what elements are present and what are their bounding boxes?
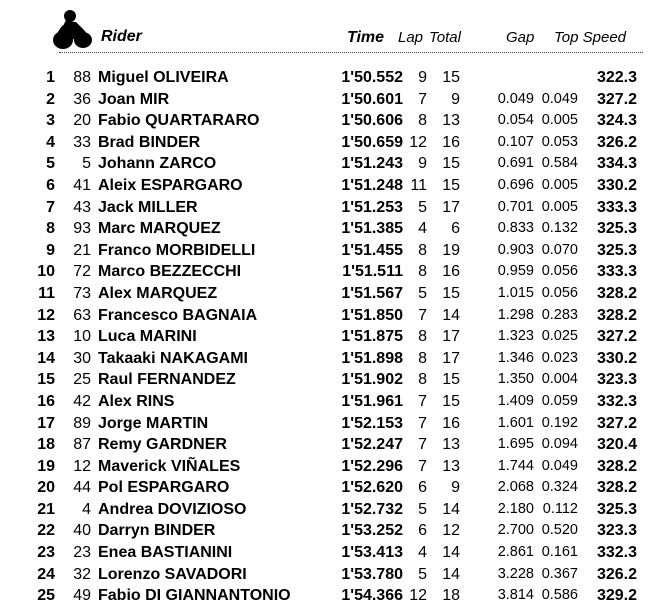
position-cell: 14 — [37, 349, 55, 367]
top-speed-cell: 333.3 — [596, 263, 637, 281]
top-speed-cell: 325.3 — [596, 220, 637, 238]
gap-to-first-cell: 0.049 — [497, 90, 534, 107]
table-row — [0, 326, 654, 348]
gap-to-previous-cell: 0.070 — [541, 241, 578, 258]
gap-to-first-cell: 1.346 — [497, 349, 534, 366]
top-speed-cell: 334.3 — [596, 155, 637, 173]
total-laps-cell: 15 — [442, 155, 460, 173]
position-cell: 13 — [37, 328, 55, 346]
lap-cell: 5 — [418, 284, 427, 302]
gap-to-first-cell: 0.959 — [497, 263, 534, 280]
gap-to-first-cell: 0.833 — [497, 220, 534, 237]
top-speed-cell: 323.3 — [596, 371, 637, 389]
top-speed-cell: 332.3 — [596, 544, 637, 562]
lap-time-cell: 1'51.961 — [341, 392, 403, 410]
results-table — [0, 67, 654, 607]
gap-to-previous-cell: 0.586 — [541, 587, 578, 604]
total-laps-cell: 19 — [442, 241, 460, 259]
gap-to-first-cell: 0.903 — [497, 241, 534, 258]
table-row — [0, 413, 654, 435]
total-column-header: Total — [429, 29, 461, 46]
rider-number-cell: 43 — [73, 198, 91, 216]
gap-to-first-cell: 1.015 — [497, 284, 534, 301]
top-speed-cell: 330.2 — [596, 349, 637, 367]
lap-time-cell: 1'50.659 — [341, 133, 403, 151]
lap-time-cell: 1'54.366 — [341, 587, 403, 605]
lap-cell: 7 — [418, 392, 427, 410]
rider-number-cell: 4 — [82, 500, 91, 518]
rider-number-cell: 93 — [73, 220, 91, 238]
rider-name-cell: Jorge MARTIN — [98, 414, 209, 432]
top-speed-cell: 328.2 — [596, 457, 637, 475]
lap-time-cell: 1'50.552 — [341, 69, 403, 86]
total-laps-cell: 17 — [442, 349, 460, 367]
position-cell: 16 — [37, 392, 55, 410]
time-column-header: Time — [347, 29, 385, 46]
top-speed-column-header: Top Speed — [554, 29, 627, 46]
lap-cell: 6 — [418, 479, 427, 497]
lap-cell: 5 — [418, 198, 427, 216]
rider-name-cell: Marc MARQUEZ — [98, 220, 221, 238]
gap-to-previous-cell: 0.367 — [541, 565, 578, 582]
gap-to-previous-cell: 0.094 — [541, 436, 578, 453]
total-laps-cell: 15 — [442, 69, 460, 86]
lap-cell: 8 — [418, 263, 427, 281]
gap-to-first-cell: 1.601 — [497, 414, 534, 431]
rider-name-cell: Pol ESPARGARO — [98, 479, 230, 497]
rider-name-cell: Joan MIR — [98, 90, 170, 108]
top-speed-cell: 326.2 — [596, 565, 637, 583]
rider-number-cell: 41 — [73, 176, 91, 194]
total-laps-cell: 16 — [442, 263, 460, 281]
lap-time-cell: 1'52.247 — [341, 436, 403, 454]
gap-to-previous-cell: 0.132 — [541, 220, 578, 237]
total-laps-cell: 15 — [442, 371, 460, 389]
total-laps-cell: 6 — [451, 220, 460, 238]
motorcycle-rider-icon — [50, 8, 94, 52]
gap-to-previous-cell: 0.005 — [541, 112, 578, 129]
gap-to-previous-cell: 0.056 — [541, 284, 578, 301]
rider-number-cell: 21 — [73, 241, 91, 259]
rider-number-cell: 5 — [82, 155, 91, 173]
position-cell: 5 — [46, 155, 55, 173]
gap-to-previous-cell: 0.324 — [541, 479, 578, 496]
total-laps-cell: 17 — [442, 328, 460, 346]
lap-time-cell: 1'52.296 — [341, 457, 403, 475]
table-row — [0, 477, 654, 499]
position-cell: 15 — [37, 371, 55, 389]
lap-time-cell: 1'51.385 — [341, 220, 403, 238]
table-row — [0, 283, 654, 305]
top-speed-cell: 333.3 — [596, 198, 637, 216]
top-speed-cell: 328.2 — [596, 284, 637, 302]
top-speed-cell: 322.3 — [596, 69, 637, 86]
total-laps-cell: 16 — [442, 414, 460, 432]
position-cell: 3 — [46, 112, 55, 130]
gap-to-first-cell: 1.409 — [497, 392, 534, 409]
top-speed-cell: 327.2 — [596, 414, 637, 432]
table-row — [0, 391, 654, 413]
rider-name-cell: Andrea DOVIZIOSO — [98, 500, 247, 518]
rider-name-cell: Remy GARDNER — [98, 436, 227, 454]
rider-name-cell: Brad BINDER — [98, 133, 201, 151]
gap-to-previous-cell: 0.005 — [541, 198, 578, 215]
position-cell: 8 — [46, 220, 55, 238]
table-row — [0, 240, 654, 262]
position-cell: 19 — [37, 457, 55, 475]
gap-to-first-cell: 3.814 — [497, 587, 534, 604]
rider-name-cell: Takaaki NAKAGAMI — [98, 349, 248, 367]
rider-number-cell: 20 — [73, 112, 91, 130]
rider-name-cell: Aleix ESPARGARO — [98, 176, 243, 194]
lap-cell: 8 — [418, 112, 427, 130]
gap-to-previous-cell: 0.005 — [541, 176, 578, 193]
gap-column-header: Gap — [506, 29, 535, 46]
gap-to-first-cell: 3.228 — [497, 565, 534, 582]
position-cell: 20 — [37, 479, 55, 497]
position-cell: 11 — [38, 284, 55, 302]
gap-to-first-cell: 2.700 — [497, 522, 534, 539]
total-laps-cell: 18 — [442, 587, 460, 605]
table-row — [0, 305, 654, 327]
lap-cell: 5 — [418, 500, 427, 518]
lap-time-cell: 1'51.902 — [341, 371, 403, 389]
gap-to-first-cell: 0.054 — [497, 112, 534, 129]
lap-time-cell: 1'51.898 — [341, 349, 403, 367]
rider-number-cell: 33 — [73, 133, 91, 151]
lap-time-cell: 1'51.253 — [341, 198, 403, 216]
top-speed-cell: 332.3 — [596, 392, 637, 410]
lap-cell: 5 — [418, 565, 427, 583]
lap-time-cell: 1'52.620 — [341, 479, 403, 497]
lap-cell: 7 — [418, 90, 427, 108]
rider-number-cell: 72 — [73, 263, 91, 281]
position-cell: 6 — [46, 176, 55, 194]
rider-column-header: Rider — [101, 28, 142, 45]
total-laps-cell: 13 — [442, 112, 460, 130]
gap-to-first-cell: 1.350 — [497, 371, 534, 388]
rider-name-cell: Alex MARQUEZ — [98, 284, 218, 302]
top-speed-cell: 320.4 — [596, 436, 637, 454]
rider-name-cell: Enea BASTIANINI — [98, 544, 233, 562]
header-divider — [59, 52, 643, 53]
lap-time-cell: 1'51.455 — [341, 241, 403, 259]
position-cell: 24 — [37, 565, 55, 583]
gap-to-previous-cell: 0.056 — [541, 263, 578, 280]
table-row — [0, 564, 654, 586]
rider-number-cell: 63 — [73, 306, 91, 324]
rider-number-cell: 89 — [73, 414, 91, 432]
position-cell: 2 — [46, 90, 55, 108]
rider-name-cell: Fabio DI GIANNANTONIO — [98, 587, 291, 605]
position-cell: 17 — [37, 414, 55, 432]
position-cell: 1 — [46, 69, 55, 86]
gap-to-first-cell: 0.701 — [497, 198, 534, 215]
top-speed-cell: 329.2 — [596, 587, 637, 605]
table-row — [0, 218, 654, 240]
total-laps-cell: 14 — [442, 565, 460, 583]
lap-time-cell: 1'51.248 — [341, 176, 403, 194]
gap-to-previous-cell: 0.053 — [541, 133, 578, 150]
lap-cell: 7 — [418, 457, 427, 475]
position-cell: 23 — [37, 544, 55, 562]
gap-to-previous-cell: 0.520 — [541, 522, 578, 539]
lap-time-cell: 1'53.780 — [341, 565, 403, 583]
rider-name-cell: Johann ZARCO — [98, 155, 217, 173]
rider-name-cell: Fabio QUARTARARO — [98, 112, 260, 130]
total-laps-cell: 12 — [442, 522, 460, 540]
lap-cell: 4 — [418, 220, 427, 238]
gap-to-previous-cell: 0.161 — [541, 544, 578, 561]
lap-cell: 7 — [418, 306, 427, 324]
total-laps-cell: 14 — [442, 306, 460, 324]
lap-time-cell: 1'51.511 — [342, 263, 403, 281]
lap-cell: 8 — [418, 328, 427, 346]
total-laps-cell: 16 — [442, 133, 460, 151]
table-row — [0, 434, 654, 456]
top-speed-cell: 327.2 — [596, 90, 637, 108]
lap-cell: 12 — [409, 587, 427, 605]
lap-cell: 6 — [418, 522, 427, 540]
rider-name-cell: Darryn BINDER — [98, 522, 216, 540]
total-laps-cell: 13 — [442, 436, 460, 454]
rider-name-cell: Francesco BAGNAIA — [98, 306, 258, 324]
gap-to-first-cell: 1.323 — [497, 328, 534, 345]
gap-to-first-cell: 0.691 — [497, 155, 534, 172]
rider-number-cell: 32 — [73, 565, 91, 583]
rider-name-cell: Jack MILLER — [98, 198, 198, 216]
top-speed-cell: 328.2 — [596, 306, 637, 324]
gap-to-previous-cell: 0.112 — [542, 500, 578, 517]
rider-name-cell: Raul FERNANDEZ — [98, 371, 236, 389]
top-speed-cell: 323.3 — [596, 522, 637, 540]
table-row — [0, 585, 654, 607]
rider-number-cell: 88 — [73, 69, 91, 86]
results-header — [0, 0, 654, 58]
lap-cell: 7 — [418, 414, 427, 432]
table-row — [0, 110, 654, 132]
lap-cell: 7 — [418, 436, 427, 454]
table-row — [0, 175, 654, 197]
lap-time-cell: 1'50.601 — [341, 90, 403, 108]
gap-to-previous-cell: 0.584 — [541, 155, 578, 172]
rider-number-cell: 23 — [73, 544, 91, 562]
lap-cell: 8 — [418, 349, 427, 367]
top-speed-cell: 325.3 — [596, 500, 637, 518]
lap-time-cell: 1'51.850 — [341, 306, 403, 324]
total-laps-cell: 15 — [442, 176, 460, 194]
table-row — [0, 132, 654, 154]
gap-to-first-cell: 2.068 — [497, 479, 534, 496]
table-row — [0, 520, 654, 542]
rider-number-cell: 73 — [73, 284, 91, 302]
total-laps-cell: 14 — [442, 500, 460, 518]
table-row — [0, 499, 654, 521]
gap-to-first-cell: 2.180 — [497, 500, 534, 517]
gap-to-first-cell: 1.695 — [497, 436, 534, 453]
lap-time-cell: 1'51.243 — [341, 155, 403, 173]
gap-to-previous-cell: 0.283 — [541, 306, 578, 323]
rider-number-cell: 36 — [73, 90, 91, 108]
top-speed-cell: 330.2 — [596, 176, 637, 194]
top-speed-cell: 327.2 — [596, 328, 637, 346]
top-speed-cell: 325.3 — [596, 241, 637, 259]
position-cell: 22 — [37, 522, 55, 540]
position-cell: 21 — [37, 500, 55, 518]
rider-name-cell: Franco MORBIDELLI — [98, 241, 256, 259]
total-laps-cell: 15 — [442, 284, 460, 302]
top-speed-cell: 324.3 — [596, 112, 637, 130]
lap-time-cell: 1'53.252 — [341, 522, 403, 540]
lap-cell: 9 — [418, 69, 427, 86]
gap-to-first-cell: 0.696 — [497, 176, 534, 193]
table-row — [0, 197, 654, 219]
table-row — [0, 369, 654, 391]
gap-to-previous-cell: 0.025 — [541, 328, 578, 345]
lap-time-cell: 1'52.153 — [341, 414, 403, 432]
position-cell: 9 — [46, 241, 55, 259]
rider-name-cell: Luca MARINI — [98, 328, 197, 346]
lap-cell: 8 — [418, 241, 427, 259]
rider-number-cell: 42 — [73, 392, 91, 410]
table-row — [0, 261, 654, 283]
lap-cell: 4 — [418, 544, 427, 562]
rider-name-cell: Miguel OLIVEIRA — [98, 69, 229, 86]
lap-time-cell: 1'51.567 — [341, 284, 403, 302]
total-laps-cell: 17 — [442, 198, 460, 216]
gap-to-previous-cell: 0.192 — [541, 414, 578, 431]
rider-number-cell: 10 — [73, 328, 91, 346]
position-cell: 25 — [37, 587, 55, 605]
rider-name-cell: Alex RINS — [98, 392, 175, 410]
total-laps-cell: 15 — [442, 392, 460, 410]
gap-to-previous-cell: 0.059 — [541, 392, 578, 409]
position-cell: 4 — [46, 133, 55, 151]
lap-time-cell: 1'50.606 — [341, 112, 403, 130]
table-row — [0, 89, 654, 111]
gap-to-previous-cell: 0.023 — [541, 349, 578, 366]
position-cell: 7 — [46, 198, 55, 216]
table-row — [0, 67, 654, 89]
position-cell: 12 — [37, 306, 55, 324]
gap-to-first-cell: 1.744 — [497, 457, 534, 474]
table-row — [0, 542, 654, 564]
total-laps-cell: 13 — [442, 457, 460, 475]
table-row — [0, 153, 654, 175]
rider-name-cell: Marco BEZZECCHI — [98, 263, 242, 281]
lap-column-header: Lap — [398, 29, 424, 46]
total-laps-cell: 14 — [442, 544, 460, 562]
rider-name-cell: Maverick VIÑALES — [98, 457, 241, 475]
lap-time-cell: 1'53.413 — [341, 544, 403, 562]
top-speed-cell: 326.2 — [596, 133, 637, 151]
total-laps-cell: 9 — [451, 90, 460, 108]
rider-number-cell: 25 — [73, 371, 91, 389]
lap-cell: 8 — [418, 371, 427, 389]
total-laps-cell: 9 — [451, 479, 460, 497]
top-speed-cell: 328.2 — [596, 479, 637, 497]
lap-time-cell: 1'52.732 — [341, 500, 403, 518]
gap-to-first-cell: 1.298 — [497, 306, 534, 323]
rider-number-cell: 44 — [73, 479, 91, 497]
position-cell: 10 — [37, 263, 55, 281]
rider-number-cell: 87 — [73, 436, 91, 454]
gap-to-first-cell: 2.861 — [497, 544, 534, 561]
table-row — [0, 348, 654, 370]
lap-cell: 12 — [409, 133, 427, 151]
lap-cell: 11 — [410, 176, 427, 194]
position-cell: 18 — [37, 436, 55, 454]
table-row — [0, 456, 654, 478]
lap-cell: 9 — [418, 155, 427, 173]
gap-to-previous-cell: 0.004 — [541, 371, 578, 388]
rider-name-cell: Lorenzo SAVADORI — [98, 565, 247, 583]
rider-number-cell: 40 — [73, 522, 91, 540]
rider-number-cell: 49 — [73, 587, 91, 605]
gap-to-previous-cell: 0.049 — [541, 457, 578, 474]
rider-number-cell: 30 — [73, 349, 91, 367]
rider-number-cell: 12 — [73, 457, 91, 475]
gap-to-first-cell: 0.107 — [497, 133, 534, 150]
lap-time-cell: 1'51.875 — [341, 328, 403, 346]
gap-to-previous-cell: 0.049 — [541, 90, 578, 107]
